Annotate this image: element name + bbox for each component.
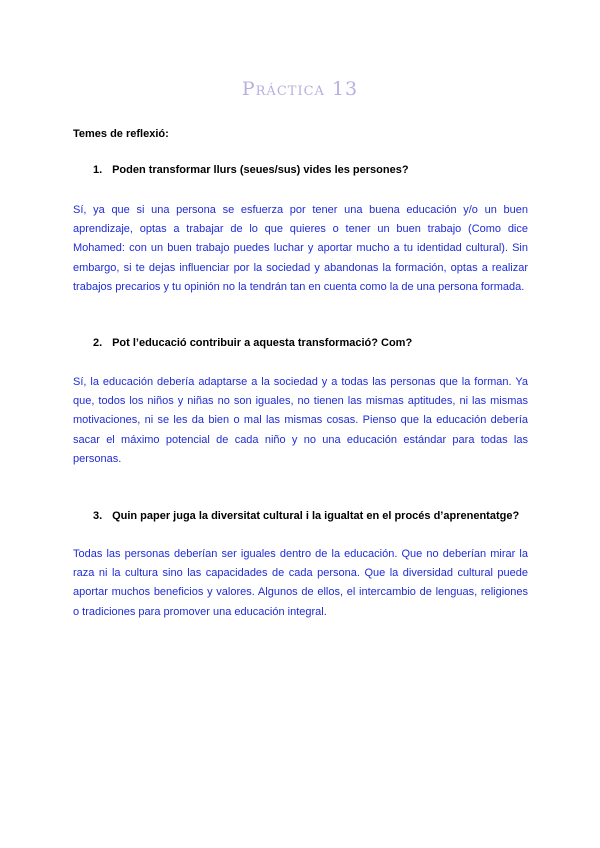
- answer-1: Sí, ya que si una persona se esfuerza por tener una buena educación y/o un buen aprendizaje, optas a trabajar de lo que quieres o tener un buen trabajo (Como dice Mohamed: con un buen trabajo puedes luchar y aportar mucho a tu identidad cultural). Sin embargo, si te dejas influenciar por la sociedad y abandonas la formación, optas a realizar trabajos precarios y tu opinión no la tendrán tan en cuenta como la de una persona formada.: [73, 204, 528, 293]
- answer-3: Todas las personas deberían ser iguales dentro de la educación. Que no deberían mirar la raza ni la cultura sino las capacidades de cada persona. Que la diversidad cultural puede aportar muchos beneficios y valores. Algunos de ellos, el intercambio de lenguas, religiones o tradiciones para promover una educación integral.: [73, 548, 528, 618]
- section-subtitle: Temes de reflexió:: [73, 128, 169, 140]
- question-text: Pot l’educació contribuir a aquesta transformació? Com?: [112, 337, 413, 349]
- question-text: Quin paper juga la diversitat cultural i la igualtat en el procés d’aprenentatge?: [112, 510, 520, 522]
- question-text: Poden transformar llurs (seues/sus) vides les persones?: [112, 164, 409, 176]
- question-1: [93, 164, 409, 176]
- question-number: 3.: [93, 510, 103, 522]
- page-title: Práctica 13: [241, 78, 359, 100]
- question-3: [93, 510, 519, 522]
- question-number: 2.: [93, 337, 103, 349]
- question-2: [93, 337, 412, 349]
- question-number: 1.: [93, 164, 103, 176]
- answer-2: Sí, la educación debería adaptarse a la sociedad y a todas las personas que la forman. Ya que, todos los niños y niñas no son iguales, no tienen las mismas aptitudes, ni las mismas motivaciones, ni se les da bien o mal las mismas cosas. Pienso que la educación debería sacar el máximo potencial de cada niño y no una educación estándar para todas las personas.: [73, 376, 528, 465]
